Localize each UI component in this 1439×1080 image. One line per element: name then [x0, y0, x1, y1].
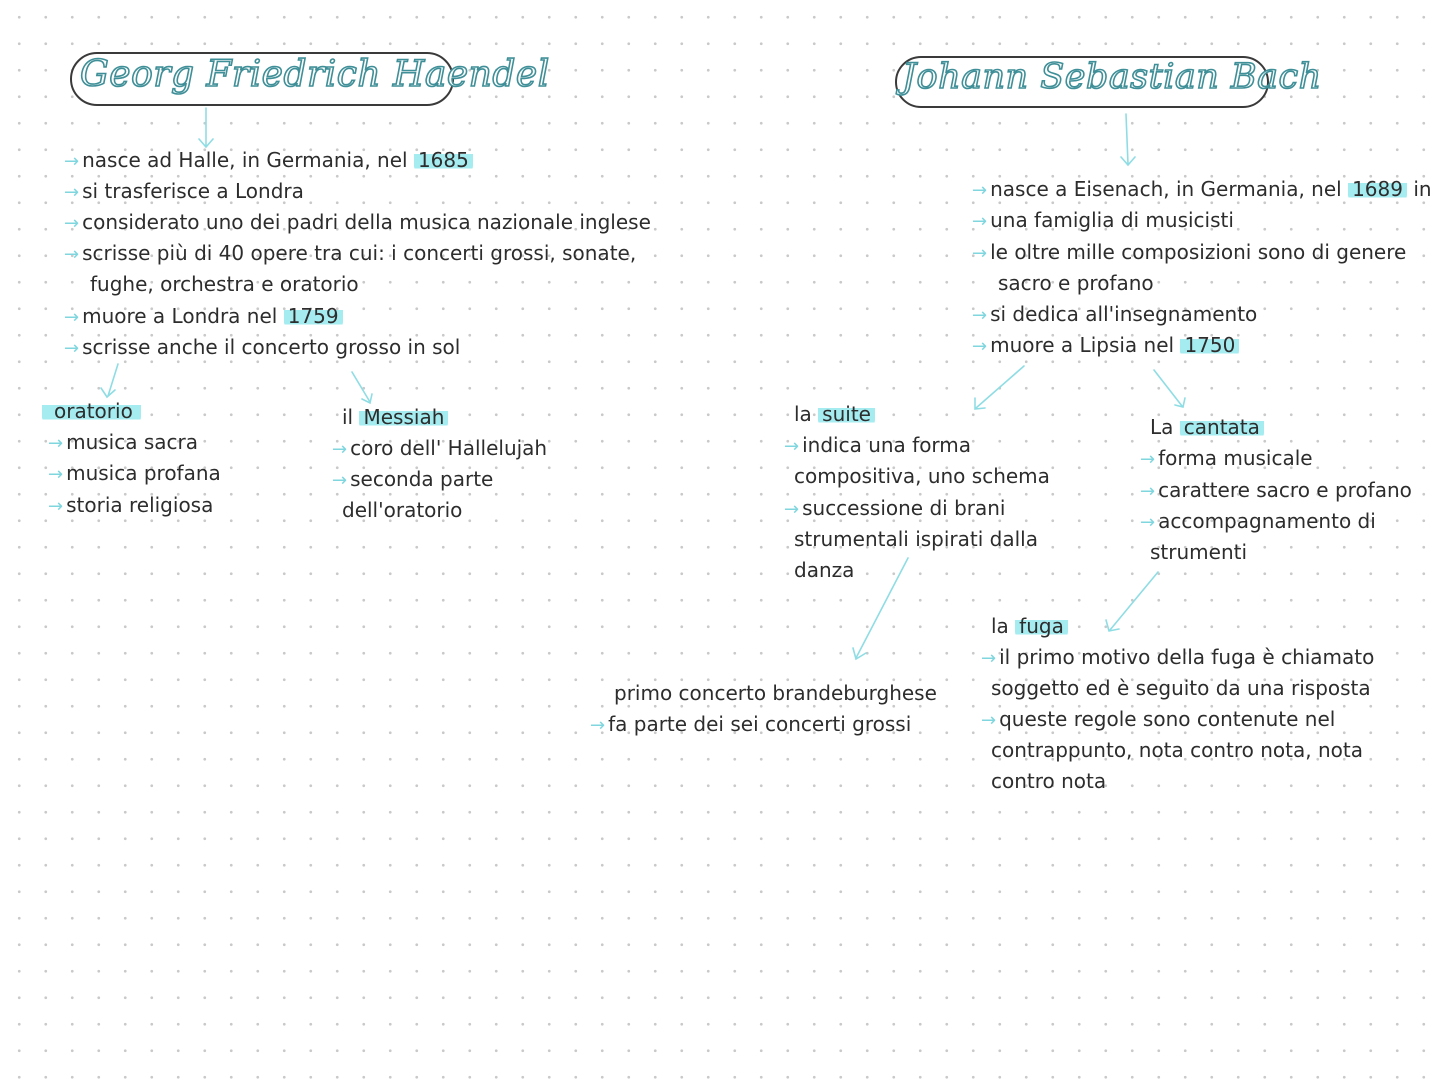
arrow-icon: → — [64, 213, 80, 234]
item-text: musica profana — [66, 461, 221, 485]
oratorio-item — [48, 461, 221, 487]
haendel-fact — [64, 335, 460, 361]
haendel-fact — [64, 304, 343, 330]
fact-text: si trasferisce a Londra — [82, 179, 304, 203]
bach-fact — [972, 177, 1432, 203]
bach-fact — [972, 333, 1239, 359]
fuga-line — [991, 676, 1371, 700]
arrow-icon: → — [981, 648, 997, 669]
arrow-icon: → — [64, 182, 80, 203]
fact-text: una famiglia di musicisti — [990, 208, 1234, 232]
title-highlight: cantata — [1180, 415, 1264, 439]
fact-text: le oltre mille composizioni sono di genere — [990, 240, 1407, 264]
fact-text: muore a Lipsia nel — [990, 333, 1181, 357]
arrow-icon: → — [1140, 449, 1156, 470]
fuga-line — [981, 645, 1374, 671]
fuga-line — [991, 769, 1106, 793]
arrow-to-messiah — [352, 372, 372, 403]
arrow-icon: → — [972, 243, 988, 264]
arrow-icon: → — [972, 180, 988, 201]
haendel-fact — [64, 210, 651, 236]
arrow-icon: → — [332, 439, 348, 460]
suite-line — [794, 558, 854, 582]
arrow-icon: → — [64, 338, 80, 359]
messiah-line — [332, 467, 493, 493]
arrow-haendel-title — [199, 108, 213, 147]
arrow-icon: → — [1140, 481, 1156, 502]
highlight-year: 1689 — [1348, 177, 1407, 201]
bach-fact — [998, 271, 1154, 295]
arrow-icon: → — [784, 436, 800, 457]
bach-fact — [972, 240, 1406, 266]
arrow-icon: → — [48, 496, 64, 517]
line-text: contro nota — [991, 769, 1107, 793]
line-text: soggetto ed è seguito da una risposta — [991, 676, 1371, 700]
haendel-title: Georg Friedrich Haendel — [80, 54, 550, 95]
title-highlight: suite — [818, 402, 875, 426]
cantata-line — [1150, 540, 1247, 564]
cantata-title — [1150, 415, 1264, 439]
brandeburghese-line — [614, 681, 937, 705]
oratorio-item — [48, 430, 198, 456]
line-text: primo concerto brandeburghese — [614, 681, 937, 705]
line-text: compositiva, uno schema — [794, 464, 1050, 488]
title-prefix: la — [794, 402, 819, 426]
fact-text: sacro e profano — [998, 271, 1154, 295]
line-text: contrappunto, nota contro nota, nota — [991, 738, 1363, 762]
fact-text: nasce a Eisenach, in Germania, nel — [990, 177, 1349, 201]
title-highlight: Messiah — [359, 405, 448, 429]
fuga-line — [981, 707, 1335, 733]
arrow-icon: → — [784, 499, 800, 520]
haendel-fact — [64, 179, 304, 205]
fact-text: considerato uno dei padri della musica nazionale inglese — [82, 210, 651, 234]
haendel-fact — [90, 272, 359, 296]
arrow-to-oratorio — [101, 364, 118, 397]
arrow-icon: → — [64, 307, 80, 328]
arrow-bach-title — [1121, 114, 1135, 165]
line-text: il primo motivo della fuga è chiamato — [999, 645, 1375, 669]
arrow-icon: → — [972, 305, 988, 326]
arrow-icon: → — [64, 244, 80, 265]
line-text: forma musicale — [1158, 446, 1313, 470]
item-text: storia religiosa — [66, 493, 214, 517]
fact-text: scrisse più di 40 opere tra cui: i concerti grossi, sonate, — [82, 241, 637, 265]
bach-title: Johann Sebastian Bach — [902, 57, 1322, 97]
fact-text: muore a Londra nel — [82, 304, 284, 328]
haendel-fact — [64, 241, 636, 267]
bach-fact — [972, 302, 1257, 328]
line-text: carattere sacro e profano — [1158, 478, 1412, 502]
item-text: musica sacra — [66, 430, 198, 454]
oratorio-item — [48, 493, 213, 519]
arrow-icon: → — [1140, 512, 1156, 533]
line-text: strumentali ispirati dalla — [794, 527, 1038, 551]
highlight-year: 1759 — [284, 304, 343, 328]
arrow-icon: → — [972, 336, 988, 357]
arrow-icon: → — [972, 211, 988, 232]
highlight-year: 1750 — [1180, 333, 1239, 357]
oratorio-title — [42, 399, 141, 423]
arrow-to-brandeburghese — [853, 558, 908, 659]
arrow-icon: → — [48, 433, 64, 454]
haendel-fact — [64, 148, 473, 174]
bach-fact — [972, 208, 1234, 234]
line-text: seconda parte — [350, 467, 494, 491]
line-text: queste regole sono contenute nel — [999, 707, 1336, 731]
arrow-to-fuga — [1106, 572, 1158, 631]
fuga-title — [991, 614, 1068, 638]
arrow-icon: → — [981, 710, 997, 731]
title-prefix: la — [991, 614, 1016, 638]
fuga-line — [991, 738, 1363, 762]
arrow-icon: → — [590, 715, 606, 736]
oratorio-title-text: oratorio — [42, 399, 141, 423]
brandeburghese-line — [590, 712, 911, 738]
suite-line — [794, 527, 1038, 551]
cantata-line — [1140, 509, 1376, 535]
line-text: accompagnamento di — [1158, 509, 1376, 533]
cantata-line — [1140, 446, 1313, 472]
highlight-year: 1685 — [414, 148, 473, 172]
fact-text-after: in — [1406, 177, 1432, 201]
arrow-icon: → — [48, 464, 64, 485]
suite-line — [784, 496, 1005, 522]
messiah-line — [332, 436, 547, 462]
messiah-line — [342, 498, 462, 522]
line-text: fa parte dei sei concerti grossi — [608, 712, 912, 736]
line-text: successione di brani — [802, 496, 1006, 520]
arrow-icon: → — [64, 151, 80, 172]
title-prefix: il — [342, 405, 360, 429]
fact-text: fughe, orchestra e oratorio — [90, 272, 359, 296]
line-text: strumenti — [1150, 540, 1248, 564]
line-text: danza — [794, 558, 855, 582]
line-text: dell'oratorio — [342, 498, 463, 522]
line-text: coro dell' Hallelujah — [350, 436, 548, 460]
title-highlight: fuga — [1015, 614, 1068, 638]
messiah-title — [342, 405, 448, 429]
fact-text: scrisse anche il concerto grosso in sol — [82, 335, 461, 359]
arrow-to-suite — [975, 366, 1024, 409]
cantata-line — [1140, 478, 1412, 504]
suite-title — [794, 402, 875, 426]
line-text: indica una forma — [802, 433, 972, 457]
arrow-icon: → — [332, 470, 348, 491]
fact-text: nasce ad Halle, in Germania, nel — [82, 148, 414, 172]
arrow-to-cantata — [1154, 370, 1185, 407]
suite-line — [784, 433, 971, 459]
fact-text: si dedica all'insegnamento — [990, 302, 1258, 326]
title-prefix: La — [1150, 415, 1180, 439]
suite-line — [794, 464, 1050, 488]
